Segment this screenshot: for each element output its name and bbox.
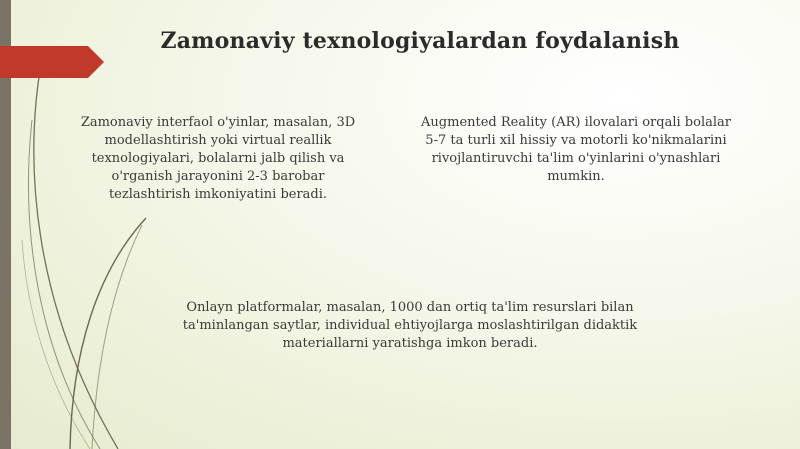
bottom-paragraph-line: materiallarni yaratishga imkon beradi. [282, 336, 538, 351]
left-paragraph-line: Zamonaviy interfaol o'yinlar, masalan, 3D [80, 115, 356, 130]
left-paragraph-line: texnologiyalari, bolalarni jalb qilish va [91, 151, 345, 166]
bottom-paragraph-line: Onlayn platformalar, masalan, 1000 dan ortiq ta'lim resurslari bilan [186, 300, 634, 315]
right-paragraph-line: 5-7 ta turli xil hissiy va motorli ko'nikmalarini [425, 133, 727, 148]
left-paragraph-line: o'rganish jarayonini 2-3 barobar [111, 169, 325, 184]
right-paragraph-line: rivojlantiruvchi ta'lim o'yinlarini o'ynashlari [431, 151, 721, 166]
left-paragraph-line: tezlashtirish imkoniyatini beradi. [108, 187, 328, 202]
slide-title: Zamonaviy texnologiyalardan foydalanish [160, 28, 680, 54]
right-paragraph-line: Augmented Reality (AR) ilovalari orqali bolalar [421, 115, 731, 130]
bottom-paragraph-line: ta'minlangan saytlar, individual ehtiyojlarga moslashtirilgan didaktik [182, 318, 638, 333]
left-paragraph-line: modellashtirish yoki virtual reallik [104, 133, 332, 148]
right-paragraph [402, 114, 750, 186]
left-paragraph [62, 114, 374, 204]
bottom-paragraph [140, 299, 680, 353]
right-paragraph-line: mumkin. [547, 169, 605, 184]
